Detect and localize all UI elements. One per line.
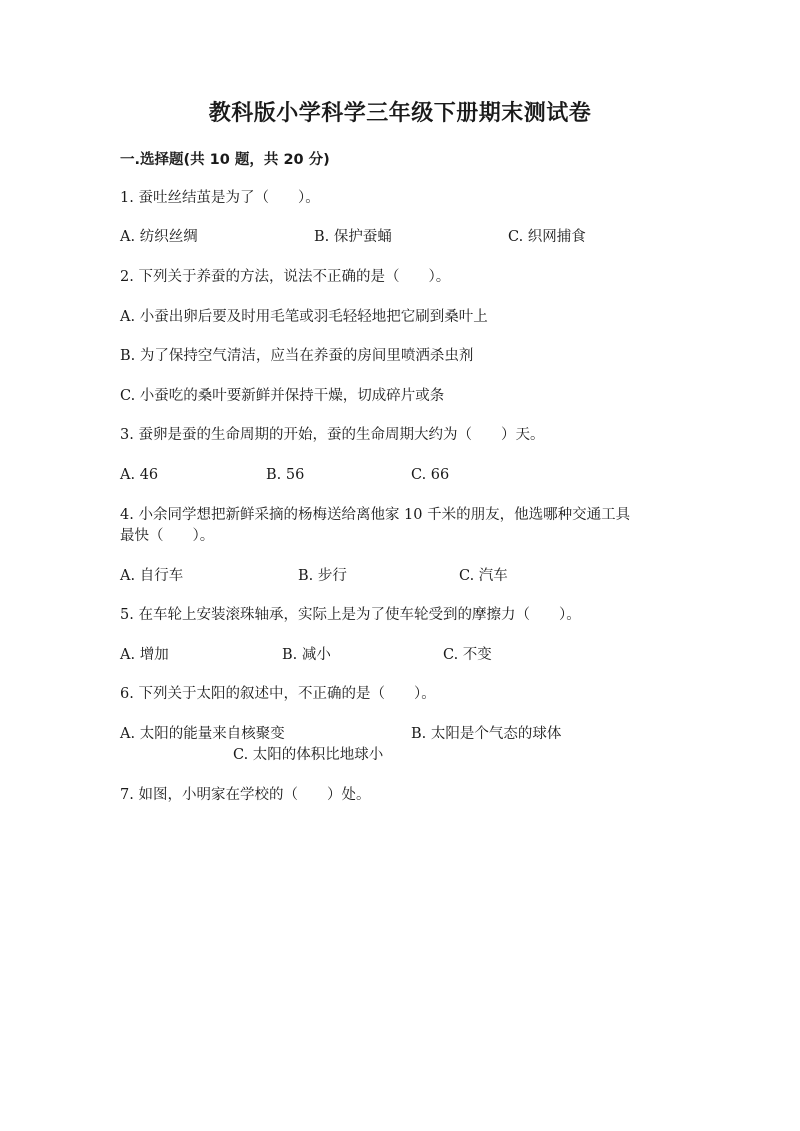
question-6-option-a: A. 太阳的能量来自核聚变 (120, 726, 285, 742)
question-5-option-c: C. 不变 (443, 647, 492, 663)
question-5-option-b: B. 减小 (282, 647, 331, 663)
question-6-option-c: C. 太阳的体积比地球小 (233, 747, 384, 763)
page-title: 教科版小学科学三年级下册期末测试卷 (208, 101, 592, 126)
question-5-stem: 5. 在车轮上安装滚珠轴承，实际上是为了使车轮受到的摩擦力（ ）。 (120, 607, 581, 623)
question-6-stem: 6. 下列关于太阳的叙述中，不正确的是（ ）。 (120, 686, 436, 702)
question-1-option-a: A. 纺织丝绸 (120, 229, 198, 245)
question-5-option-a: A. 增加 (120, 647, 169, 663)
question-7-stem: 7. 如图，小明家在学校的（ ）处。 (120, 787, 371, 803)
question-3-option-b: B. 56 (266, 467, 305, 483)
question-4-stem-line-1: 4. 小余同学想把新鲜采摘的杨梅送给离他家 10 千米的朋友，他选哪种交通工具 (120, 507, 631, 523)
question-1-option-c: C. 织网捕食 (508, 229, 586, 245)
question-2-option-a: A. 小蚕出卵后要及时用毛笔或羽毛轻轻地把它刷到桑叶上 (120, 309, 488, 325)
question-1-option-b: B. 保护蚕蛹 (314, 229, 392, 245)
question-2-option-b: B. 为了保持空气清洁，应当在养蚕的房间里喷洒杀虫剂 (120, 348, 474, 364)
question-3-stem: 3. 蚕卵是蚕的生命周期的开始，蚕的生命周期大约为（ ）天。 (120, 427, 545, 443)
question-4-stem-line-2: 最快（ ）。 (120, 528, 215, 544)
section-heading: 一.选择题(共 10 题，共 20 分) (120, 152, 330, 168)
question-2-stem: 2. 下列关于养蚕的方法，说法不正确的是（ ）。 (120, 269, 451, 285)
question-3-option-c: C. 66 (411, 467, 450, 483)
question-6-option-b: B. 太阳是个气态的球体 (411, 726, 562, 742)
question-3-option-a: A. 46 (120, 467, 159, 483)
question-4-option-c: C. 汽车 (459, 568, 508, 584)
question-2-option-c: C. 小蚕吃的桑叶要新鲜并保持干燥，切成碎片或条 (120, 388, 445, 404)
question-4-option-b: B. 步行 (298, 568, 347, 584)
question-4-option-a: A. 自行车 (120, 568, 184, 584)
question-1-stem: 1. 蚕吐丝结茧是为了（ ）。 (120, 190, 320, 206)
